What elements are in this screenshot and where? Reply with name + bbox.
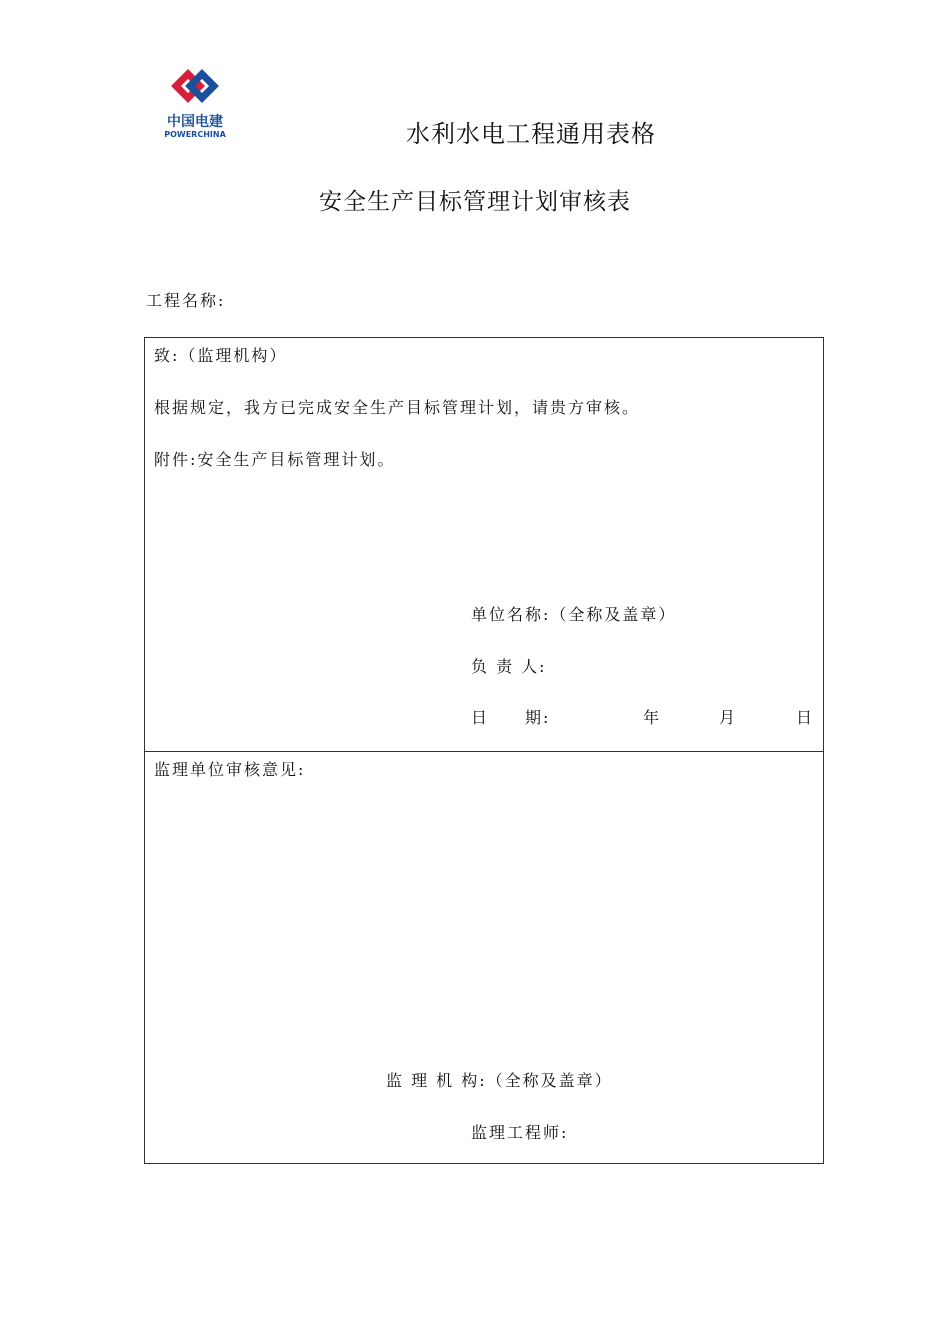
body-text: 根据规定，我方已完成安全生产目标管理计划，请贵方审核。: [154, 398, 641, 417]
unit-name-label: 单位名称:（全称及盖章）: [471, 605, 677, 624]
to-line: 致:（监理机构）: [154, 346, 288, 365]
powerchina-logo: [158, 66, 232, 144]
document-title: 安全生产目标管理计划审核表: [319, 189, 631, 215]
logo-text-cn: 中国电建: [167, 114, 223, 130]
logo-text-en: POWERCHINA: [164, 130, 226, 139]
project-name-label: 工程名称:: [146, 291, 226, 310]
responsible-label: 负 责 人:: [471, 657, 547, 676]
powerchina-logo-icon: [170, 66, 220, 106]
engineer-label: 监理工程师:: [471, 1123, 569, 1142]
date-year: 年: [643, 708, 662, 727]
form-table: [144, 337, 824, 1164]
agency-label: 监 理 机 构:（全称及盖章）: [386, 1071, 613, 1090]
section-divider: [145, 751, 823, 752]
opinion-label: 监理单位审核意见:: [154, 760, 306, 779]
date-month: 月: [719, 708, 738, 727]
date-label: 日 期:: [471, 708, 551, 727]
header-title: 水利水电工程通用表格: [406, 120, 656, 148]
date-day: 日: [796, 708, 815, 727]
attachment-line: 附件:安全生产目标管理计划。: [154, 450, 396, 469]
